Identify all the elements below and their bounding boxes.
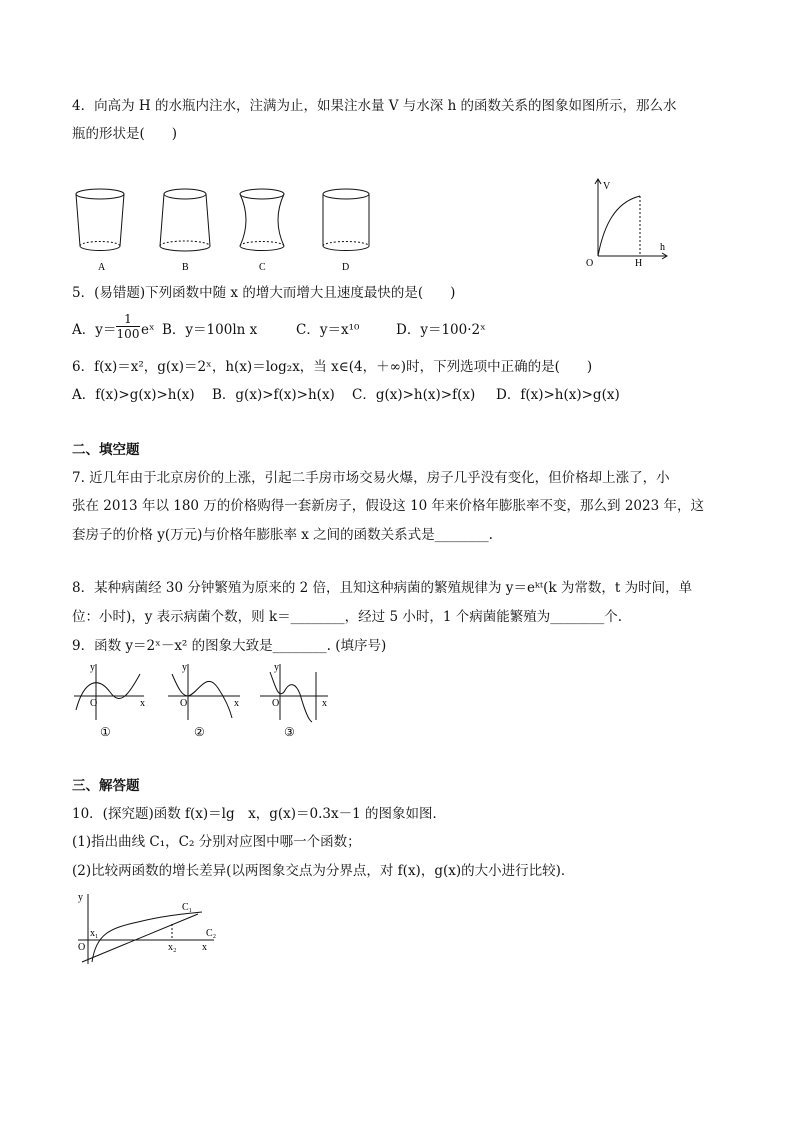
- q5-option-a-fraction: [116, 312, 140, 341]
- graph-v-label: V: [603, 181, 611, 192]
- q9-label-1: ①: [100, 725, 111, 739]
- q9-g2-x: x: [234, 698, 239, 709]
- q9-g1-o: O: [90, 698, 98, 709]
- q9-g3-o: O: [272, 698, 280, 709]
- q9-g3-x: x: [322, 698, 327, 709]
- bottle-a: [76, 189, 124, 251]
- q9-label-3: ③: [284, 725, 295, 739]
- bottle-label-b: B: [182, 262, 189, 273]
- q6-option-c: C．g(x)>h(x)>f(x): [352, 387, 476, 403]
- q6-stem: 6．f(x)＝x²，g(x)＝2ˣ，h(x)＝log₂x，当 x∈(4，＋∞)时，下列选项中正确的是( ): [72, 359, 593, 375]
- q9-stem: 9．函数 y＝2ˣ－x² 的图象大致是________. (填序号): [72, 638, 387, 654]
- q6-option-d: D．f(x)>h(x)>g(x): [496, 387, 620, 403]
- q9-g2-y: y: [182, 662, 187, 673]
- graph-H-mark: H: [635, 258, 643, 268]
- q9-g1-x: x: [140, 698, 145, 709]
- q5-option-a-suffix: eˣ: [141, 322, 155, 338]
- q6-option-b: B．g(x)>f(x)>h(x): [212, 387, 335, 403]
- q10-x1-label: x₁: [90, 928, 99, 939]
- q7-line2: 张在 2013 年以 180 万的价格购得一套新房子，假设这 10 年来价格年膨胀率不变，那么到 2023 年，这: [72, 498, 704, 514]
- q7-line1: 7. 近几年由于北京房价的上涨，引起二手房市场交易火爆，房子几乎没有变化，但价格却上涨了，小: [72, 470, 670, 486]
- graph-h-label: h: [660, 242, 665, 253]
- q10-x-label: x: [202, 942, 207, 953]
- q10-part1: (1)指出曲线 C₁，C₂ 分别对应图中哪一个函数；: [72, 834, 361, 850]
- q9-g3-y: y: [274, 662, 279, 673]
- q5-option-d: D．y＝100·2ˣ: [396, 322, 486, 338]
- q9-label-2: ②: [194, 725, 205, 739]
- section-answer-heading: 三、解答题: [72, 778, 140, 794]
- q10-graph: [72, 888, 222, 968]
- q10-part2: (2)比较两函数的增长差异(以两图象交点为分界点，对 f(x)，g(x)的大小进行比较)．: [72, 863, 575, 879]
- q9-graphs: [72, 660, 332, 740]
- q4-line1: 4．向高为 H 的水瓶内注水，注满为止，如果注水量 V 与水深 h 的函数关系的图象如图所示，那么水: [72, 98, 677, 114]
- q10-stem: 10．(探究题)函数 f(x)＝lg x，g(x)＝0.3x－1 的图象如图．: [72, 806, 446, 822]
- q6-option-a: A．f(x)>g(x)>h(x): [72, 387, 195, 403]
- q5-option-a-prefix: A．y＝: [72, 322, 117, 338]
- q9-g1-y: y: [90, 662, 95, 673]
- graph-origin-label: O: [586, 258, 594, 268]
- q4-bottle-figure: [70, 184, 370, 276]
- bottle-label-a: A: [98, 262, 106, 273]
- section-fill-in-heading: 二、填空题: [72, 442, 140, 458]
- q4-volume-graph: [582, 176, 672, 268]
- bottle-c: [240, 189, 284, 251]
- q8-line2: 位：小时)，y 表示病菌个数，则 k＝________，经过 5 小时，1 个病菌能繁殖为________个.: [72, 609, 622, 625]
- fraction-denominator: 100: [116, 327, 140, 341]
- bottle-label-d: D: [342, 262, 350, 273]
- q4-line2: 瓶的形状是( ): [72, 126, 178, 142]
- q10-c2-label: C₂: [206, 928, 217, 939]
- q5-stem: 5．(易错题)下列函数中随 x 的增大而增大且速度最快的是( ): [72, 285, 456, 301]
- q8-line1: 8．某种病菌经 30 分钟繁殖为原来的 2 倍，且知这种病菌的繁殖规律为 y＝eᵏᵗ(k 为常数，t 为时间，单: [72, 580, 693, 596]
- bottle-label-c: C: [259, 262, 266, 273]
- q10-x2-label: x₂: [168, 942, 177, 953]
- fraction-numerator: 1: [124, 312, 132, 326]
- bottle-d: [323, 189, 369, 251]
- q7-line3: 套房子的价格 y(万元)与价格年膨胀率 x 之间的函数关系式是________.: [72, 527, 493, 543]
- q5-option-c: C．y＝x¹⁰: [296, 322, 360, 338]
- q10-y-label: y: [78, 892, 83, 903]
- q10-origin-label: O: [78, 942, 86, 953]
- q10-c1-label: C₁: [182, 902, 193, 913]
- q9-g2-o: O: [180, 698, 188, 709]
- bottle-b: [160, 189, 210, 251]
- q5-option-b: B．y＝100ln x: [162, 322, 258, 338]
